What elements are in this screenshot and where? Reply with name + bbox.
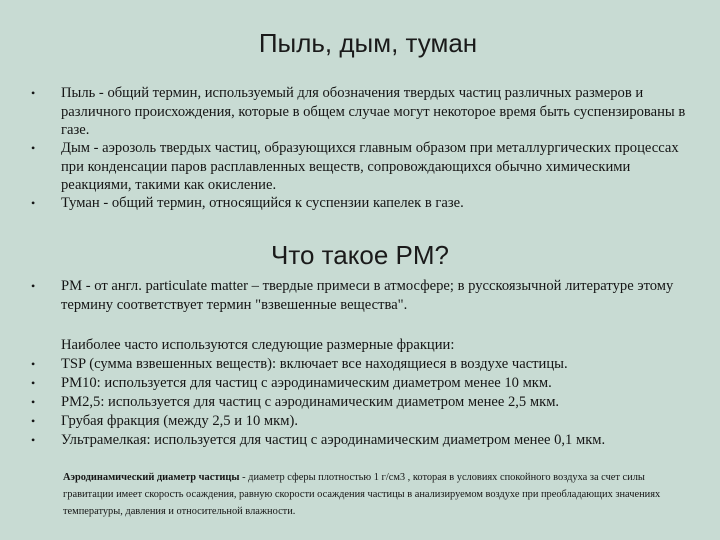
list-item-text: PM - от англ. particulate matter – твердые примеси в атмосфере; в русскоязычной литературе этому термину соответствует термин "взвешенные вещества".	[61, 278, 674, 313]
list-item-smoke	[31, 139, 701, 195]
list-item-text: Дым - аэрозоль твердых частиц, образующихся главным образом при металлургических процессах при конденсации паров расплавленных веществ, сопровождающихся обычно химическими реакциями, такими как окисление.	[61, 140, 679, 193]
list-item-text: Пыль - общий термин, используемый для обозначения твердых частиц различных размеров и различного происхождения, которые в общем случае могут некоторое время быть суспензированы в газе.	[61, 85, 686, 138]
list-item-text: Грубая фракция (между 2,5 и 10 мкм).	[61, 413, 298, 429]
bullet-icon: •	[31, 357, 36, 371]
footnote	[63, 469, 693, 520]
section-title: Что такое PM?	[271, 240, 449, 270]
list-item-dust	[31, 84, 701, 140]
bullet-icon: •	[31, 279, 36, 293]
list-item-ultrafine	[31, 431, 701, 450]
bullet-icon: •	[31, 395, 36, 409]
bullet-icon: •	[31, 376, 36, 390]
list-item-tsp	[31, 355, 701, 374]
bullet-icon: •	[31, 86, 36, 100]
bullet-icon: •	[31, 414, 36, 428]
slide-title: Пыль, дым, туман	[258, 28, 478, 58]
footnote-text: - диаметр сферы плотностью 1 г/см3 , которая в условиях спокойного воздуха за счет силы гравитации имеет скорость осаждения, равную скорости осаждения частицы в анализируемом воздухе при преобладающих значениях температуры, давления и относительной влажности.	[63, 472, 661, 517]
list-item-pm	[31, 277, 701, 314]
list-item-text: Туман - общий термин, относящийся к суспензии капелек в газе.	[61, 195, 464, 211]
list-item-pm10	[31, 374, 701, 393]
list-item-text: Ультрамелкая: используется для частиц с аэродинамическим диаметром менее 0,1 мкм.	[61, 432, 606, 448]
bullet-icon: •	[31, 433, 36, 447]
list-item-pm25	[31, 393, 701, 412]
bullet-icon: •	[31, 141, 36, 155]
list-item-text: PM2,5: используется для частиц с аэродинамическим диаметром менее 2,5 мкм.	[61, 394, 560, 410]
list-item-text: PM10: используется для частиц с аэродинамическим диаметром менее 10 мкм.	[61, 375, 552, 391]
list-item-text: TSP (сумма взвешенных веществ): включает все находящиеся в воздухе частицы.	[61, 356, 568, 372]
footnote-term: Аэродинамический диаметр частицы	[63, 472, 240, 483]
list-item-fog	[31, 194, 701, 213]
fractions-intro: Наиболее часто используются следующие размерные фракции:	[61, 337, 455, 353]
list-item-coarse	[31, 412, 701, 431]
bullet-icon: •	[31, 196, 36, 210]
